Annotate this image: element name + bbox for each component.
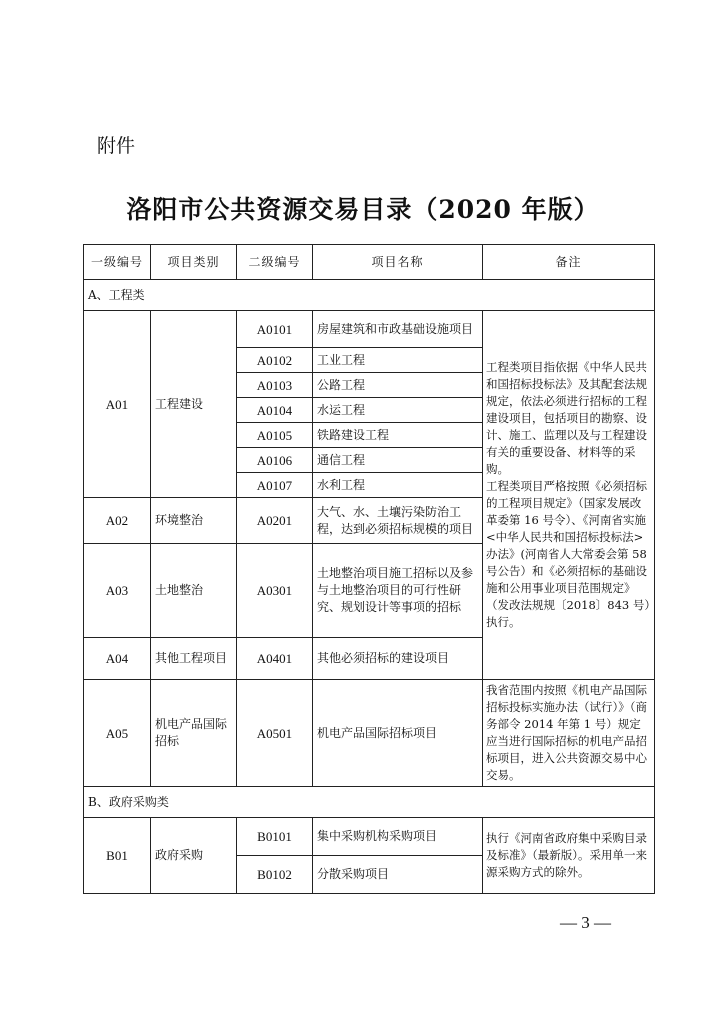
header-category: 项目类别 [151,245,237,280]
a01-category: 工程建设 [151,311,237,498]
a0105-name: 铁路建设工程 [313,423,483,448]
note-a-engineering [483,311,655,680]
a0102-name: 工业工程 [313,348,483,373]
a01-code: A01 [84,311,151,498]
b01-code: B01 [84,818,151,894]
header-level2-code: 二级编号 [237,245,313,280]
table-header-row [84,245,655,280]
table-row [84,818,655,856]
b0102-name: 分散采购项目 [313,856,483,894]
header-level1-code: 一级编号 [84,245,151,280]
table-row [84,680,655,787]
a0401-code: A0401 [237,638,313,680]
b0102-code: B0102 [237,856,313,894]
note-b01: 执行《河南省政府集中采购目录及标准》（最新版）。采用单一来源采购方式的除外。 [483,818,655,894]
note-a05: 我省范围内按照《机电产品国际招标投标实施办法（试行）》（商务部令 2014 年第 1 号）规定应当进行国际招标的机电产品招标项目，进入公共资源交易中心交易。 [483,680,655,787]
a03-category: 土地整治 [151,544,237,638]
section-b-label: B、政府采购类 [84,787,655,818]
note-a-paragraph-1: 工程类项目指依据《中华人民共和国招标投标法》及其配套法规规定，依法必须进行招标的工程建设项目，包括项目的勘察、设计、施工、监理以及与工程建设有关的重要设备、材料等的采购。 [486,360,647,476]
a0101-code: A0101 [237,311,313,348]
a04-category: 其他工程项目 [151,638,237,680]
section-row-b [84,787,655,818]
a0105-code: A0105 [237,423,313,448]
b0101-code: B0101 [237,818,313,856]
a0301-name: 土地整治项目施工招标以及参与土地整治项目的可行性研究、规划设计等事项的招标 [313,544,483,638]
header-remarks: 备注 [483,245,655,280]
a0501-code: A0501 [237,680,313,787]
a0104-code: A0104 [237,398,313,423]
header-item-name: 项目名称 [313,245,483,280]
note-a-paragraph-2: 工程类项目严格按照《必须招标的工程项目规定》（国家发展改革委第 16 号令）、《河南省实施<中华人民共和国招标投标法>办法》(河南省人大常委会第 58 号公告）和《必须招标的基础设施和公用事业项目范围规定》（发改法规规〔2018〕843 号）执行。 [486,479,651,629]
a0106-name: 通信工程 [313,448,483,473]
a0201-name: 大气、水、土壤污染防治工程，达到必须招标规模的项目 [313,498,483,544]
catalog-table [83,244,655,894]
table-row [84,311,655,348]
page-number: — 3 — [560,913,611,932]
a0103-code: A0103 [237,373,313,398]
a0107-name: 水利工程 [313,473,483,498]
section-row-a [84,280,655,311]
a0106-code: A0106 [237,448,313,473]
a0107-code: A0107 [237,473,313,498]
a0301-code: A0301 [237,544,313,638]
b01-category: 政府采购 [151,818,237,894]
b0101-name: 集中采购机构采购项目 [313,818,483,856]
a05-code: A05 [84,680,151,787]
page-title: 洛阳市公共资源交易目录（2020 年版） [126,195,600,224]
a0104-name: 水运工程 [313,398,483,423]
a0401-name: 其他必须招标的建设项目 [313,638,483,680]
a0201-code: A0201 [237,498,313,544]
a02-code: A02 [84,498,151,544]
section-a-label: A、工程类 [84,280,655,311]
a0101-name: 房屋建筑和市政基础设施项目 [313,311,483,348]
a04-code: A04 [84,638,151,680]
a0501-name: 机电产品国际招标项目 [313,680,483,787]
a03-code: A03 [84,544,151,638]
attachment-label: 附件 [97,135,136,157]
a0103-name: 公路工程 [313,373,483,398]
a05-category: 机电产品国际招标 [151,680,237,787]
a02-category: 环境整治 [151,498,237,544]
a0102-code: A0102 [237,348,313,373]
